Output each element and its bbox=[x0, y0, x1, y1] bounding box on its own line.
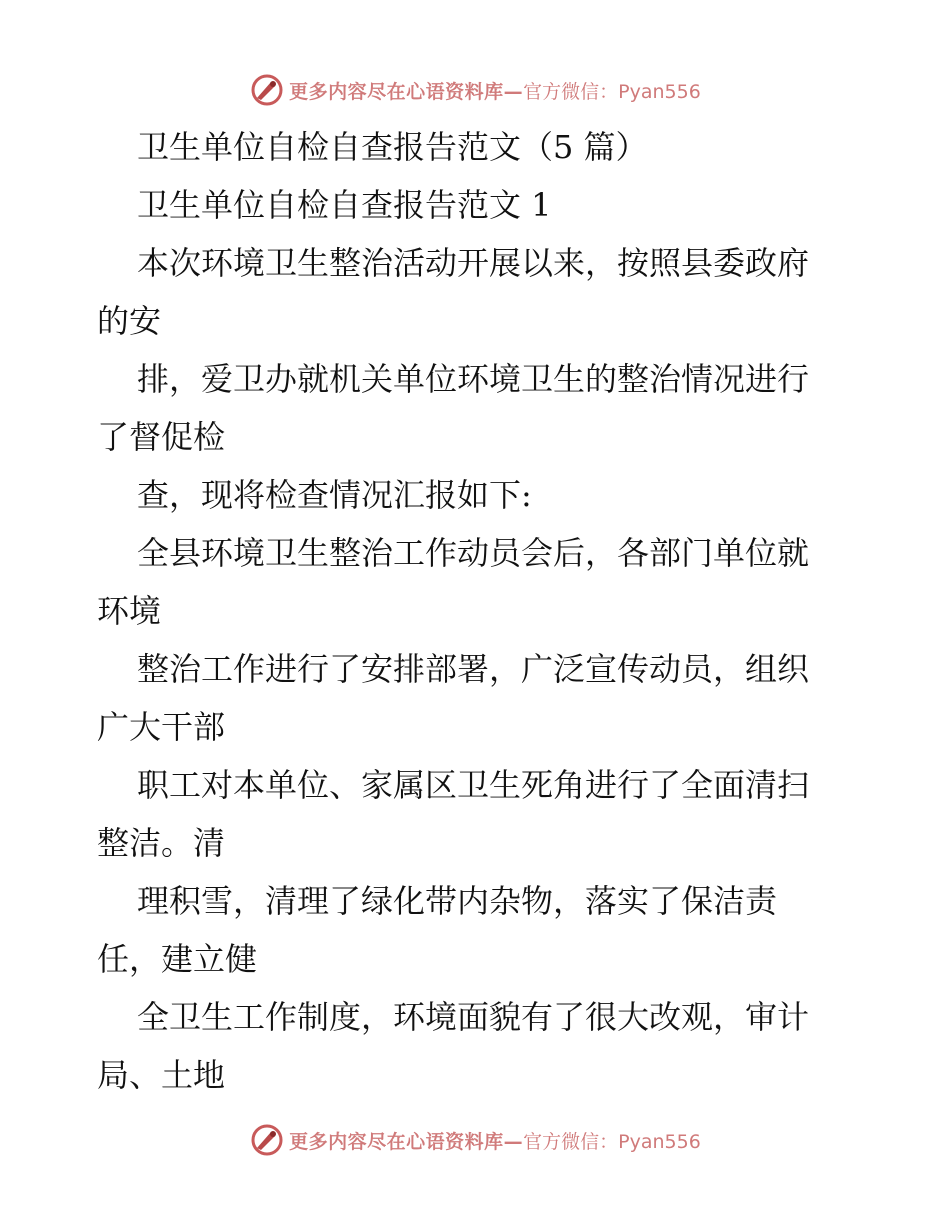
text-line: 全卫生工作制度，环境面貌有了很大改观，审计 bbox=[137, 998, 810, 1036]
text-line: 本次环境卫生整治活动开展以来，按照县委政府 bbox=[137, 244, 810, 282]
text-line: 全县环境卫生整治工作动员会后，各部门单位就 bbox=[137, 534, 810, 572]
text-line: 广大干部 bbox=[97, 708, 226, 746]
text-line: 局、土地 bbox=[97, 1056, 226, 1094]
text-line: 整治工作进行了安排部署，广泛宣传动员，组织 bbox=[137, 650, 810, 688]
text-line: 环境 bbox=[97, 592, 162, 630]
header-banner bbox=[0, 70, 950, 110]
banner-wechat: 官方微信：Pyan556 bbox=[523, 80, 701, 103]
doc-title: 卫生单位自检自查报告范文（5 篇） bbox=[137, 128, 648, 166]
document-body bbox=[97, 118, 857, 1104]
text-line: 职工对本单位、家属区卫生死角进行了全面清扫 bbox=[137, 766, 810, 804]
logo-icon bbox=[249, 72, 285, 108]
text-line: 了督促检 bbox=[97, 418, 226, 456]
text-line: 任，建立健 bbox=[97, 940, 258, 978]
logo-icon bbox=[249, 1122, 285, 1158]
banner-text: 更多内容尽在心语资料库— bbox=[289, 1130, 524, 1153]
text-line: 查，现将检查情况汇报如下: bbox=[137, 476, 532, 514]
text-line: 整洁。清 bbox=[97, 824, 226, 862]
doc-subtitle: 卫生单位自检自查报告范文 1 bbox=[137, 186, 552, 224]
banner-wechat: 官方微信：Pyan556 bbox=[523, 1130, 701, 1153]
text-line: 排，爱卫办就机关单位环境卫生的整治情况进行 bbox=[137, 360, 810, 398]
banner-text: 更多内容尽在心语资料库— bbox=[289, 80, 524, 103]
footer-banner bbox=[0, 1120, 950, 1160]
text-line: 的安 bbox=[97, 302, 162, 340]
text-line: 理积雪，清理了绿化带内杂物，落实了保洁责 bbox=[137, 882, 778, 920]
